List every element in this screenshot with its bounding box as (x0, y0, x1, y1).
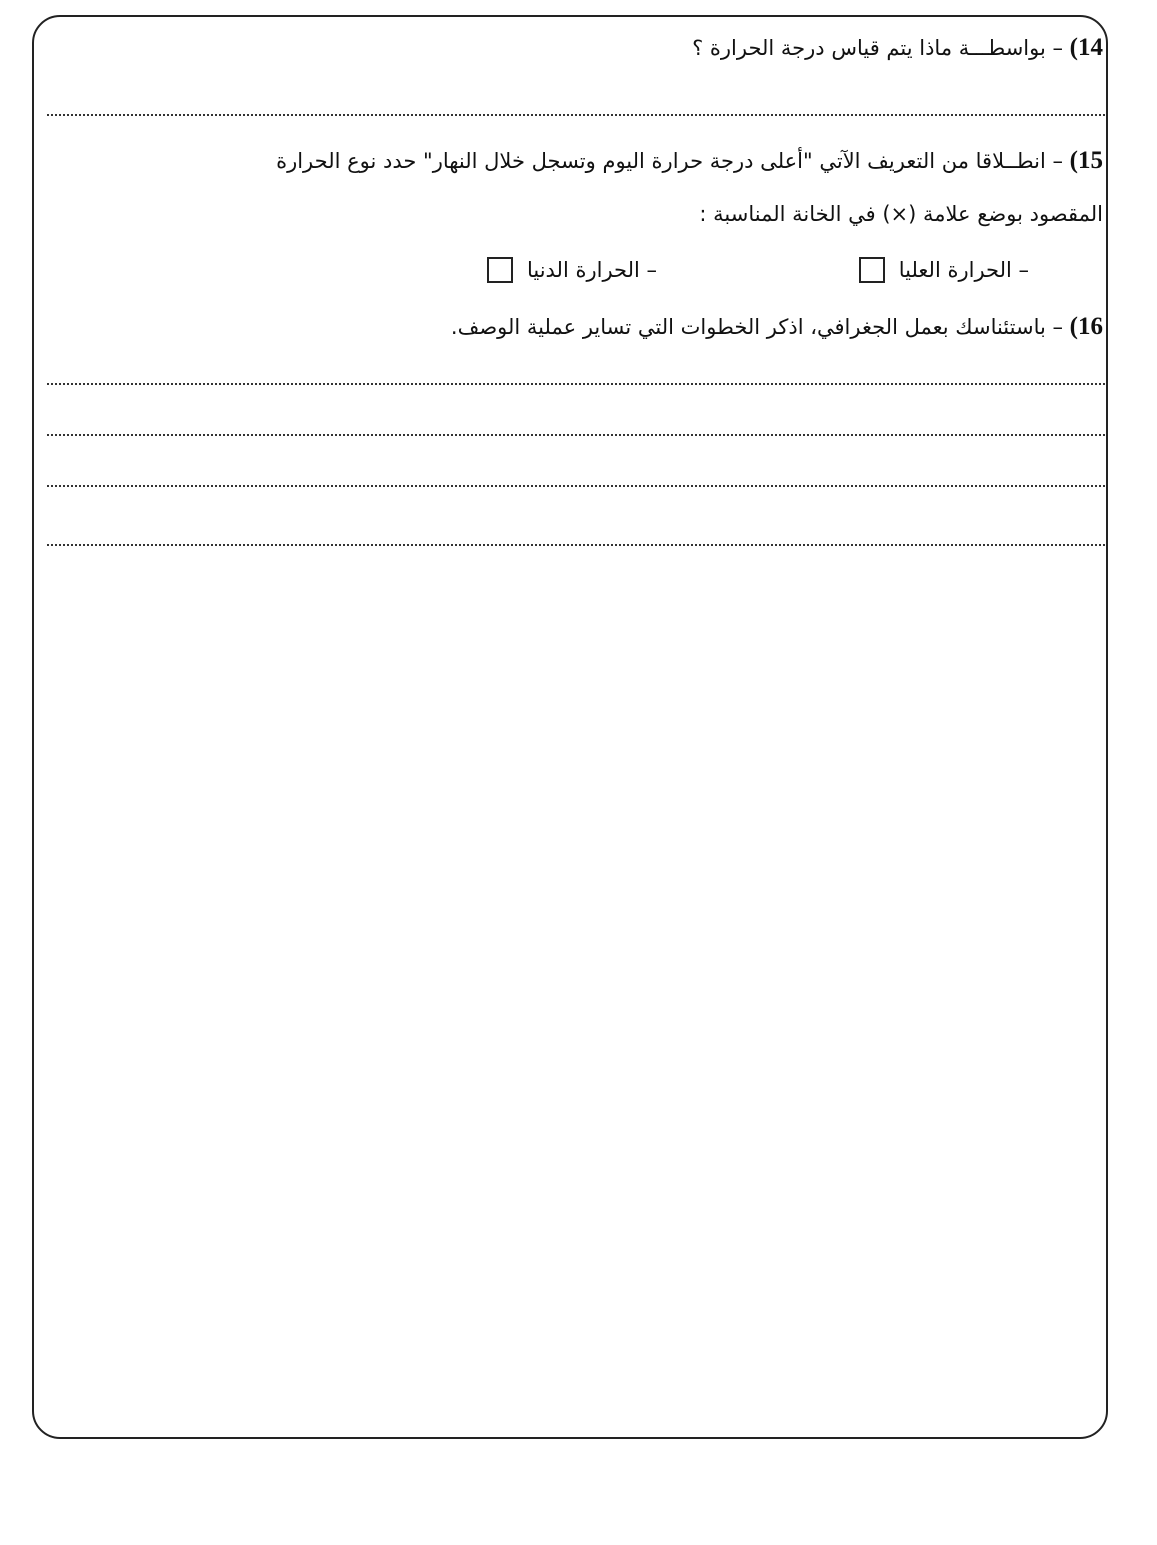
answer-line-14[interactable] (47, 114, 1105, 116)
question-14 (692, 34, 1103, 62)
question-16-number: 16) (1069, 313, 1103, 340)
answer-line-16-3[interactable] (47, 485, 1105, 487)
question-16 (451, 313, 1103, 341)
option-low-temperature-label: – الحرارة الدنيا (526, 258, 657, 282)
question-15-number: 15) (1069, 147, 1103, 174)
question-16-text: – باستئناسك بعمل الجغرافي، اذكر الخطوات التي تساير عملية الوصف. (450, 315, 1070, 339)
page-frame (32, 15, 1108, 1439)
question-15-line-2: المقصود بوضع علامة (×) في الخانة المناسبة : (699, 202, 1103, 226)
option-low-temperature[interactable] (487, 257, 657, 283)
checkbox-high-temperature[interactable] (859, 257, 885, 283)
answer-line-16-2[interactable] (47, 434, 1105, 436)
option-high-temperature-label: – الحرارة العليا (898, 258, 1029, 282)
question-14-number: 14) (1069, 34, 1103, 61)
question-15-text: – انطــلاقا من التعريف الآتي "أعلى درجة حرارة اليوم وتسجل خلال النهار" حدد نوع الحرارة (276, 149, 1070, 173)
option-high-temperature[interactable] (859, 257, 1029, 283)
question-14-text: – بواسطـــة ماذا يتم قياس درجة الحرارة ؟ (692, 36, 1070, 60)
answer-line-16-4[interactable] (47, 544, 1105, 546)
checkbox-low-temperature[interactable] (487, 257, 513, 283)
answer-line-16-1[interactable] (47, 383, 1105, 385)
question-15-line-1 (276, 147, 1103, 175)
